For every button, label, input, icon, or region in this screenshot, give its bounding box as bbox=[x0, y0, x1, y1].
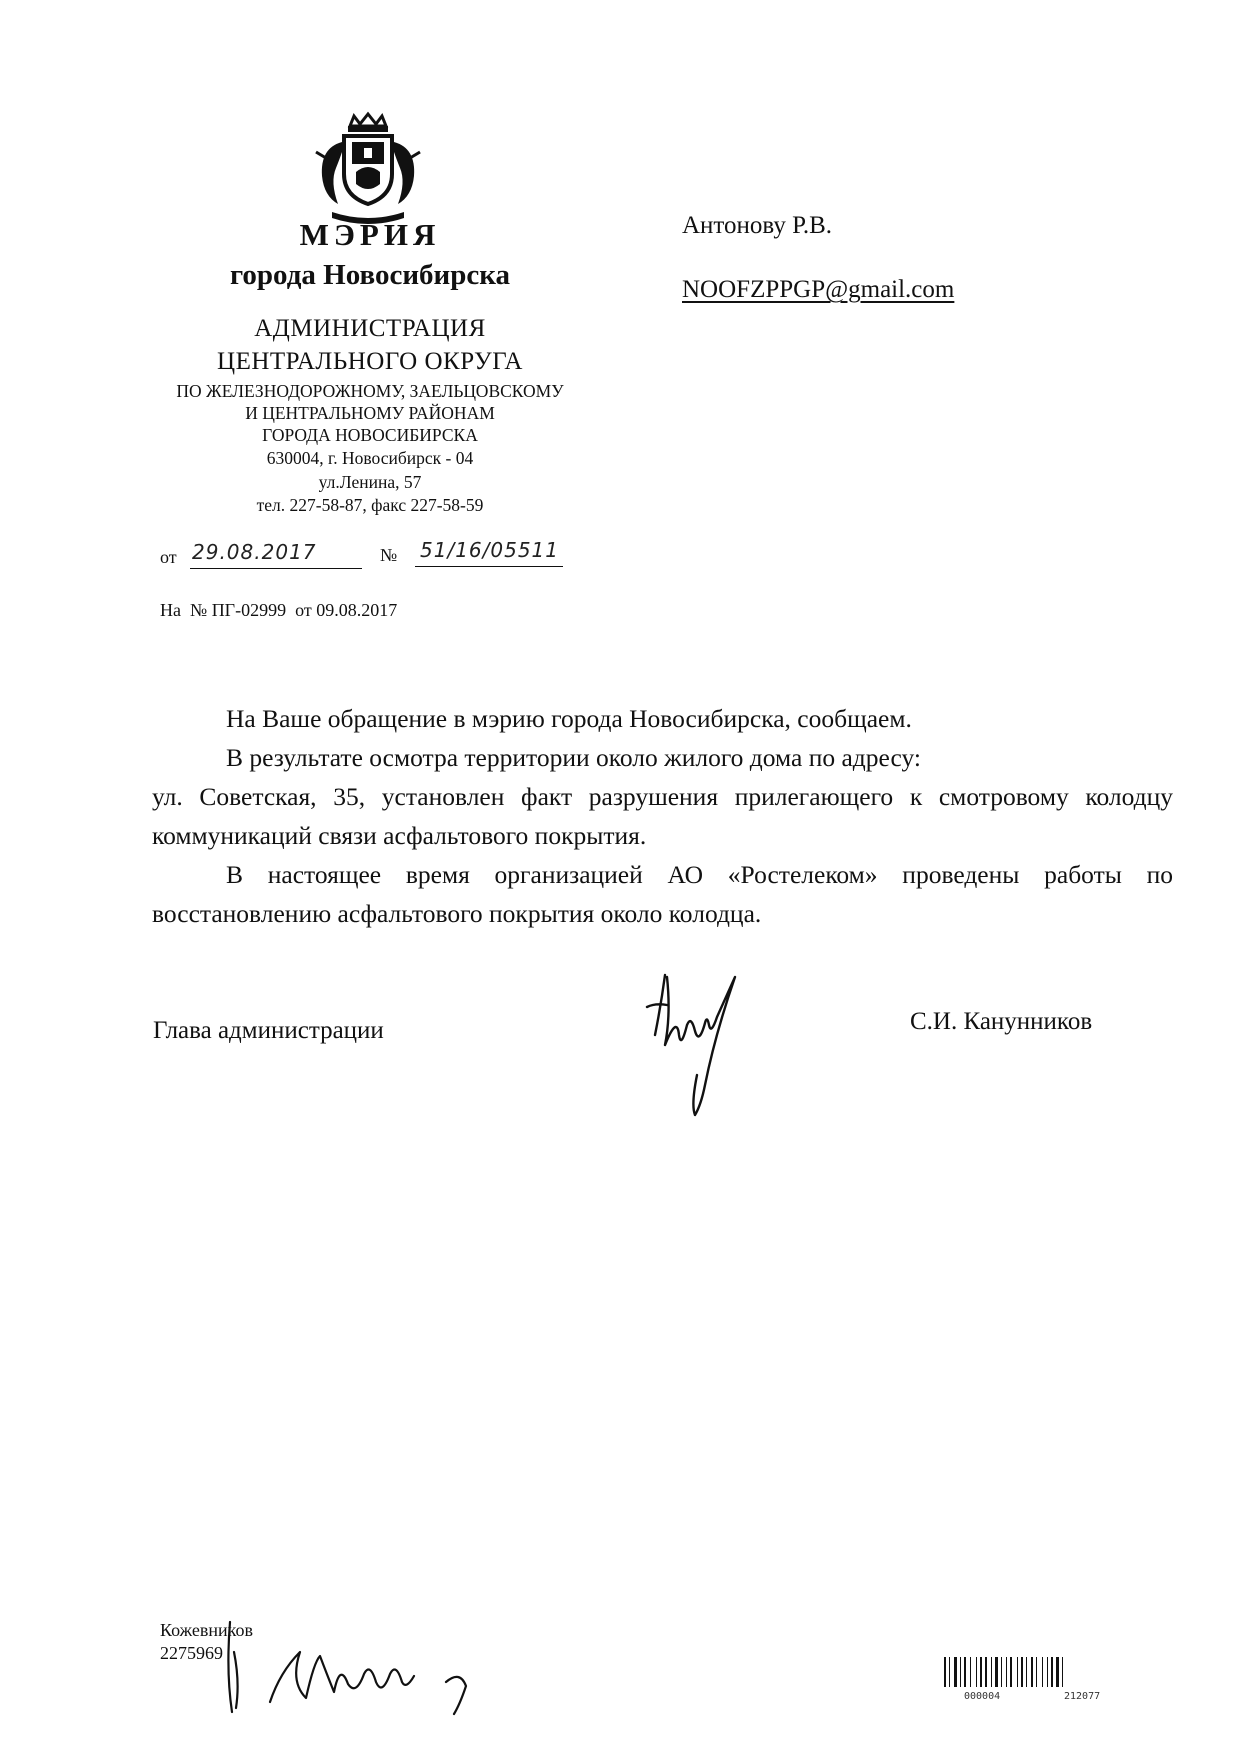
barcode-caption-left: 000004 bbox=[964, 1691, 1001, 1702]
postal-address: 630004, г. Новосибирск - 04 bbox=[266, 448, 474, 468]
barcode-bar bbox=[985, 1657, 987, 1687]
coat-of-arms-icon bbox=[312, 112, 424, 230]
barcode-bar bbox=[944, 1657, 946, 1687]
reference-date: 09.08.2017 bbox=[316, 600, 398, 620]
barcode-bar bbox=[1062, 1657, 1063, 1687]
outgoing-date-label: от bbox=[160, 547, 177, 567]
barcode-bar bbox=[1036, 1657, 1037, 1687]
barcode-bar bbox=[1031, 1657, 1033, 1687]
reference-number-sign: № bbox=[190, 600, 208, 620]
barcode-bar bbox=[1051, 1657, 1053, 1687]
districts-line-1: ПО ЖЕЛЕЗНОДОРОЖНОМУ, ЗАЕЛЬЦОВСКОМУ bbox=[176, 381, 564, 401]
barcode-bar bbox=[991, 1657, 992, 1687]
city-title: города Новосибирска bbox=[229, 259, 511, 291]
signatory-title: Глава администрации bbox=[153, 1017, 384, 1044]
executor-name: Кожевников bbox=[160, 1620, 253, 1640]
district-title: ЦЕНТРАЛЬНОГО ОКРУГА bbox=[217, 348, 523, 375]
outgoing-date-value: 29.08.2017 bbox=[192, 540, 317, 564]
paragraph-1: На Ваше обращение в мэрию города Новосибирска, сообщаем. bbox=[226, 704, 912, 733]
barcode-bar bbox=[964, 1657, 966, 1687]
handwritten-signature bbox=[625, 965, 775, 1140]
executor-phone: 2275969 bbox=[160, 1643, 223, 1663]
recipient-email: NOOFZPPGP@gmail.com bbox=[682, 276, 955, 303]
districts-line-2: И ЦЕНТРАЛЬНОМУ РАЙОНАМ bbox=[245, 403, 495, 423]
outgoing-number-value: 51/16/05511 bbox=[420, 538, 559, 562]
barcode-bar bbox=[995, 1657, 998, 1687]
barcode-bar bbox=[1056, 1657, 1059, 1687]
signatory-name: С.И. Канунников bbox=[910, 1008, 1093, 1035]
barcode-caption-right: 212077 bbox=[1064, 1691, 1101, 1702]
date-underline bbox=[190, 568, 362, 569]
number-underline bbox=[415, 566, 563, 567]
barcode-bar bbox=[1021, 1657, 1023, 1687]
districts-line-3: ГОРОДА НОВОСИБИРСКА bbox=[262, 425, 478, 445]
paragraph-2-intro: В результате осмотра территории около жилого дома по адресу: bbox=[226, 743, 921, 772]
barcode-bar bbox=[1042, 1657, 1043, 1687]
barcode-bar bbox=[1001, 1657, 1002, 1687]
letter-body bbox=[152, 699, 1173, 933]
barcode-bar bbox=[1017, 1657, 1018, 1687]
reference-date-prefix: от bbox=[295, 600, 312, 620]
barcode-bar bbox=[954, 1657, 957, 1687]
phone-fax: тел. 227-58-87, факс 227-58-59 bbox=[256, 495, 484, 515]
barcode-bar bbox=[980, 1657, 982, 1687]
administration-title: АДМИНИСТРАЦИЯ bbox=[254, 315, 486, 342]
barcode-bar bbox=[1006, 1657, 1007, 1687]
barcode-bar bbox=[960, 1657, 961, 1687]
reference-label: На bbox=[160, 600, 181, 620]
recipient-name: Антонову Р.В. bbox=[682, 212, 833, 239]
mayoralty-title: МЭРИЯ bbox=[299, 217, 441, 252]
barcode-bar bbox=[976, 1657, 977, 1687]
paragraph-3: В настоящее время организацией АО «Ростелеком» проведены работы по восстановлению асфальтового покрытия около колодца. bbox=[152, 860, 1173, 928]
reference-number: ПГ-02999 bbox=[211, 600, 287, 620]
barcode-bar bbox=[970, 1657, 971, 1687]
street-address: ул.Ленина, 57 bbox=[318, 472, 422, 492]
barcode-bar bbox=[1026, 1657, 1027, 1687]
document-barcode bbox=[944, 1657, 1134, 1717]
barcode-bar bbox=[1047, 1657, 1048, 1687]
reference-line bbox=[160, 600, 397, 621]
barcode-bar bbox=[1010, 1657, 1012, 1687]
barcode-bar bbox=[949, 1657, 950, 1687]
executor-signature bbox=[210, 1612, 500, 1727]
outgoing-number-label: № bbox=[380, 545, 398, 565]
paragraph-2-detail: ул. Советская, 35, установлен факт разрушения прилегающего к смотровому колодцу коммуникаций связи асфальтового покрытия. bbox=[152, 782, 1173, 850]
